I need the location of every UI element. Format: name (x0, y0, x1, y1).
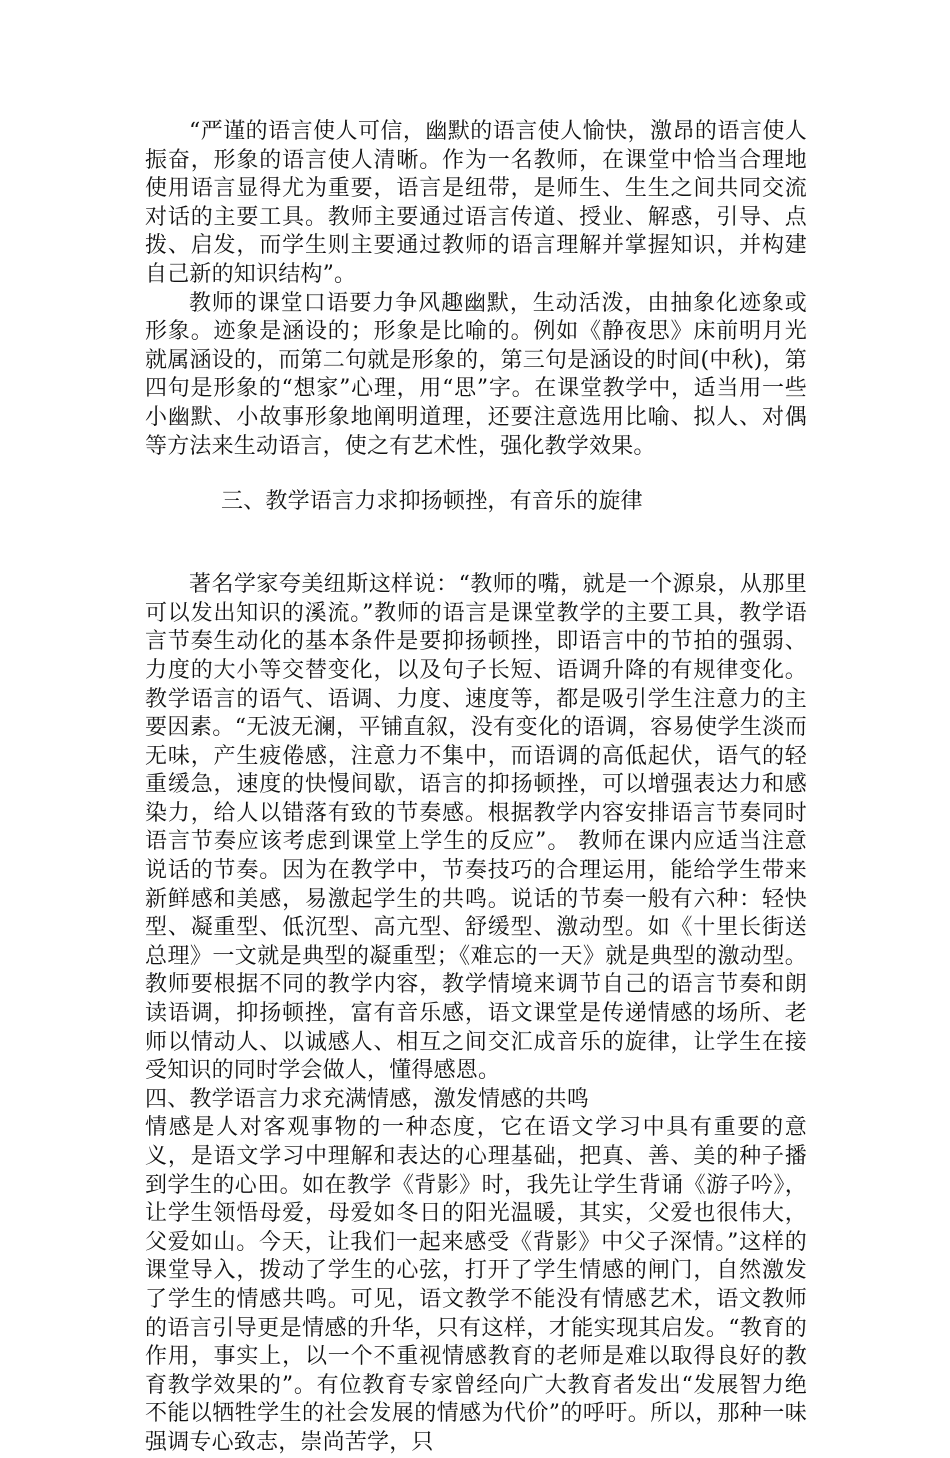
paragraph-language-quote: “严谨的语言使人可信，幽默的语言使人愉快，激昂的语言使人振奋，形象的语言使人清晰。作为一名教师，在课堂中恰当合理地使用语言显得尤为重要，语言是纽带，是师生、生生之间共同交流对话的主要工具。教师主要通过语言传道、授业、解惑，引导、点拨、启发，而学生则主要通过教师的语言理解并掌握知识，并构建自己新的知识结构”。 (145, 119, 807, 287)
section-heading-three (145, 461, 807, 571)
paragraph-rhythm: 著名学家夸美纽斯这样说：“教师的嘴，就是一个源泉，从那里可以发出知识的溪流。”教师的语言是课堂教学的主要工具，教学语言节奏生动化的基本条件是要抑扬顿挫，即语言中的节拍的强弱、力度的大小等交替变化，以及句子长短、语调升降的有规律变化。教学语言的语气、语调、力度、速度等，都是吸引学生注意力的主要因素。“无波无澜，平铺直叙，没有变化的语调，容易使学生淡而无味，产生疲倦感，注意力不集中，而语调的高低起伏，语气的轻重缓急，速度的快慢间歇，语言的抑扬顿挫，可以增强表达力和感染力，给人以错落有致的节奏感。根据教学内容安排语言节奏同时语言节奏应该考虑到课堂上学生的反应”。 教师在课内应适当注意说话的节奏。因为在教学中，节奏技巧的合理运用，能给学生带来新鲜感和美感，易激起学生的共鸣。说话的节奏一般有六种：轻快型、凝重型、低沉型、高亢型、舒缓型、激动型。如《十里长街送总理》一文就是典型的凝重型；《难忘的一天》就是典型的激动型。教师要根据不同的教学内容，教学情境来调节自己的语言节奏和朗读语调，抑扬顿挫，富有音乐感，语文课堂是传递情感的场所、老师以情动人、以诚感人、相互之间交汇成音乐的旋律，让学生在接受知识的同时学会做人，懂得感恩。 (145, 572, 807, 1084)
section-heading-three-text: 三、教学语言力求抑扬顿挫，有音乐的旋律 (221, 489, 643, 515)
section-heading-four: 四、教学语言力求充满情感，激发情感的共鸣 (145, 1086, 590, 1112)
document-page (145, 118, 807, 1458)
paragraph-humor: 教师的课堂口语要力争风趣幽默，生动活泼，由抽象化迹象或形象。迹象是涵设的；形象是比喻的。例如《静夜思》床前明月光就属涵设的，而第二句就是形象的，第三句是涵设的时间(中秋)，第四句是形象的“想家”心理，用“思”字。在课堂教学中，适当用一些小幽默、小故事形象地阐明道理，还要注意选用比喻、拟人、对偶等方法来生动语言，使之有艺术性，强化教学效果。 (145, 290, 807, 459)
paragraph-emotion: 情感是人对客观事物的一种态度，它在语文学习中具有重要的意义，是语文学习中理解和表达的心理基础，把真、善、美的种子播到学生的心田。如在教学《背影》时，我先让学生背诵《游子吟》，让学生领悟母爱，母爱如冬日的阳光温暖，其实，父爱也很伟大，父爱如山。今天，让我们一起来感受《背影》中父子深情。”这样的课堂导入，拨动了学生的心弦，打开了学生情感的闸门，自然激发了学生的情感共鸣。可见，语文教学不能没有情感艺术，语文教师的语言引导更是情感的升华，只有这样，才能实现其启发。“教育的作用，事实上，以一个不重视情感教育的老师是难以取得良好的教育教学效果的”。有位教育专家曾经向广大教育者发出“发展智力绝不能以牺牲学生的社会发展的情感为代价”的呼吁。所以，那种一味强调专心致志，崇尚苦学，只 (145, 1115, 807, 1455)
